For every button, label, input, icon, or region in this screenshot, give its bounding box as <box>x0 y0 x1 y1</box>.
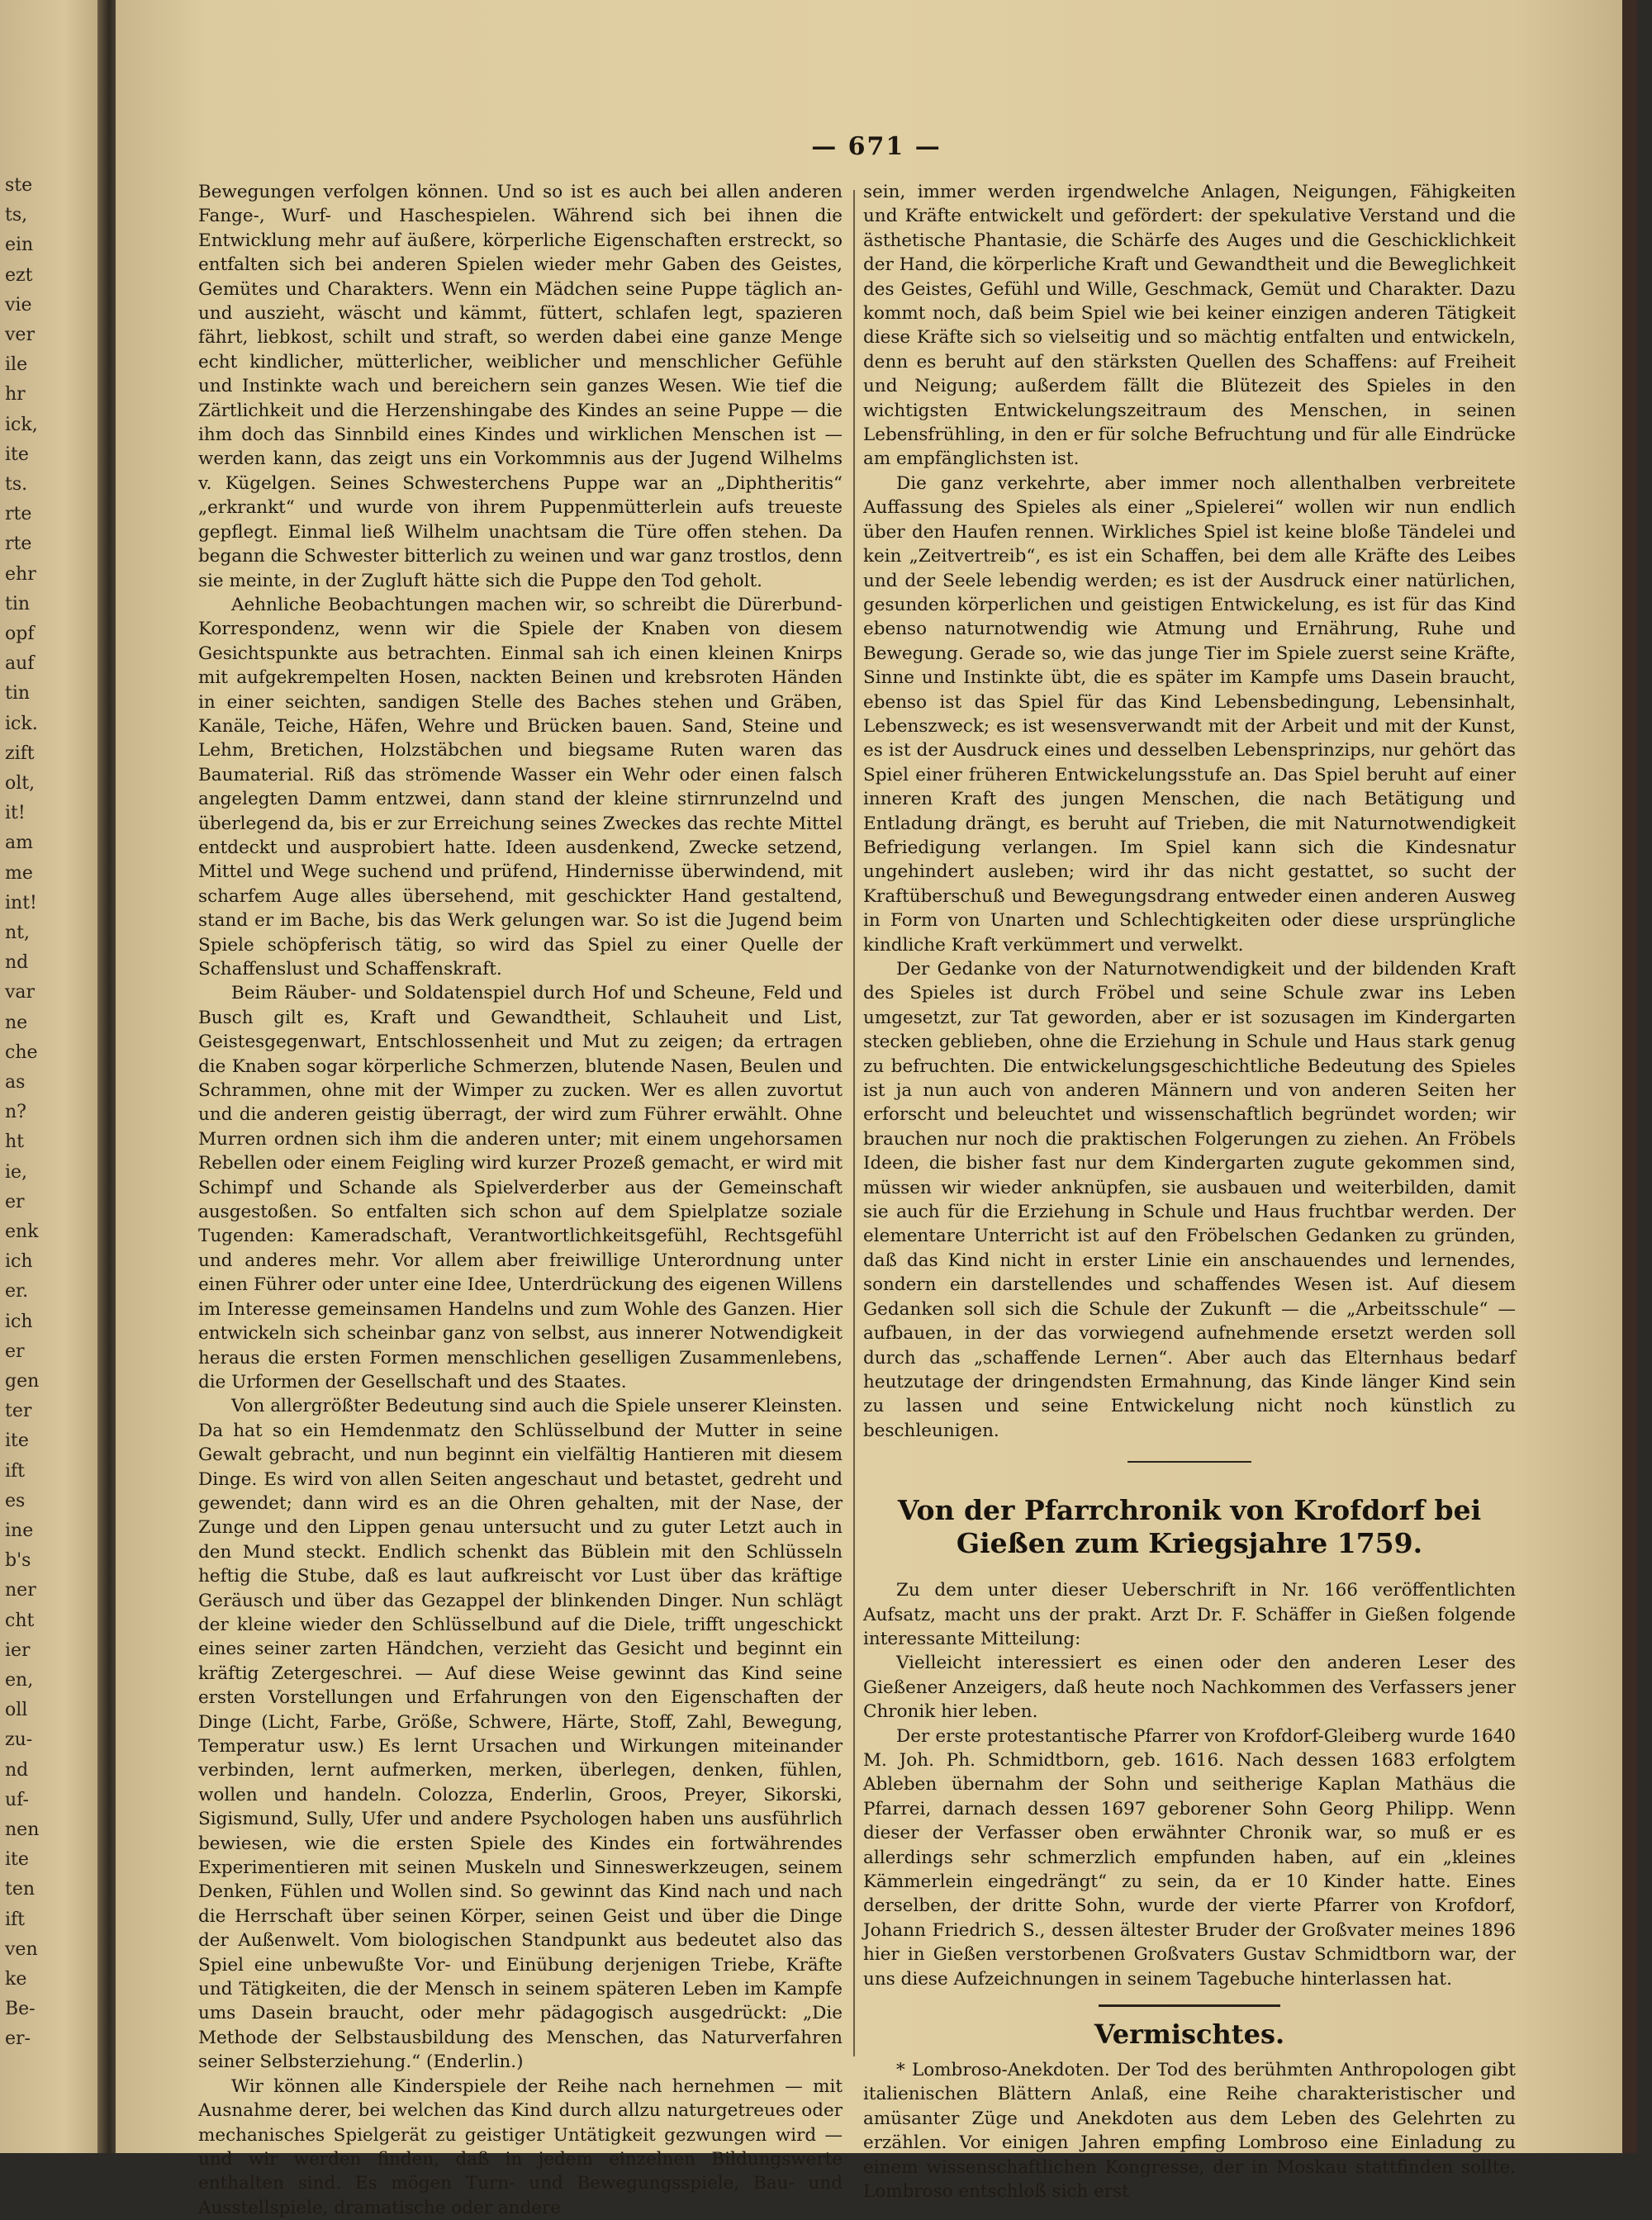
margin-fragment: ten <box>5 1879 36 1900</box>
margin-fragment: ts, <box>5 205 28 226</box>
vermischtes-paragraph: * Lombroso-Anekdoten. Der Tod des berühmten Anthropologen gibt italienischen Blättern Anlaß, eine Reihe charakteristischer und amüsanter Züge und Anekdoten aus dem Leben des Gelehrten zu erzählen. Vor einigen Jahren empfing Lombroso eine Einladung zu einem wissenschaftlichen Kongresse, der in Moskau stattfinden sollte. Lombroso entschloß sich erst <box>863 2060 1516 2203</box>
margin-fragment: ein <box>5 235 34 256</box>
margin-fragment: er <box>5 1191 25 1212</box>
margin-fragment: ile <box>5 354 28 376</box>
margin-fragment: ehr <box>5 563 36 585</box>
margin-fragment: ts. <box>5 474 28 495</box>
margin-fragment: var <box>5 982 36 1003</box>
article-paragraph: Der erste protestantische Pfarrer von Krofdorf-Gleiberg wurde 1640 M. Joh. Ph. Schmidtborn, geb. 1616. Nach dessen 1683 erfolgtem Ableben übernahm der Sohn und seitherige Kaplan Mathäus die Pfarrei, darnach dessen 1697 geborener Sohn Georg Philipp. Wenn dieser der Verfasser oben erwähnter Chronik war, so muß er es allerdings sehr schmerzlich empfunden haben, auf ein „kleines Kämmerlein eingedrängt“ zu sein, da er 10 Kinder hatte. Eines derselben, der dritte Sohn, wurde der vierte Pfarrer von Krofdorf, Johann Friedrich S., dessen ältester Bruder der Großvater meines 1896 hier in Gießen verstorbenen Großvaters Gustav Schmidtborn war, der uns diese Aufzeichnungen in seinem Tagebuche hinterlassen hat. <box>863 1725 1516 1990</box>
margin-fragment: ich <box>5 1311 33 1332</box>
margin-fragment: ezt <box>5 264 33 286</box>
margin-fragment: ke <box>5 1969 27 1990</box>
margin-fragment: er <box>5 1340 25 1362</box>
margin-fragment: enk <box>5 1221 39 1242</box>
margin-fragment: n? <box>5 1102 26 1123</box>
margin-fragment: rte <box>5 504 32 525</box>
book-edge <box>1622 0 1637 2153</box>
margin-fragment: ter <box>5 1401 32 1422</box>
margin-fragment: Be- <box>5 1999 36 2020</box>
paragraph: Beim Räuber- und Soldatenspiel durch Hof und Scheune, Feld und Busch gilt es, Kraft und Gewandtheit, Schlauheit und List, Geistesgegenwart, Entschlossenheit und Mut zu zeigen; da ertragen die Knaben sogar körperliche Schmerzen, blutende Nasen, Beulen und Schrammen, ohne mit der Wimper zu zucken. Wer es allen zuvortut und die anderen geistig überragt, der wird zum Führer erwählt. Ohne Murren ordnen sich ihm die anderen unter; mit einem ungehorsamen Rebellen oder einem Feigling wird kurzer Prozeß gemacht, er wird mit Schimpf und Schande als Spielverderber aus der Gemeinschaft ausgestoßen. So entfalten sich schon auf dem Spielplatze soziale Tugenden: Kameradschaft, Verantwortlichkeitsgefühl, Rechtsgefühl und anderes mehr. Vor allem aber freiwillige Unterordnung unter einen Führer oder unter eine Idee, Unterdrückung des eigenen Willens im Interesse gemeinsamen Handelns und zum Wohle des Ganzen. Hier entwickeln sich scheinbar ganz von selbst, aus innerer Notwendigkeit heraus die ersten Formen menschlichen geselligen Zusammenlebens, die Urformen der Gesellschaft und des Staates. <box>198 983 843 1392</box>
margin-fragment: ne <box>5 1012 28 1033</box>
margin-fragment: as <box>5 1072 26 1093</box>
margin-fragment: int! <box>5 892 37 913</box>
margin-fragment: gen <box>5 1371 40 1392</box>
margin-fragment: vie <box>5 294 32 315</box>
margin-fragment: ven <box>5 1938 38 1960</box>
paragraph: Aehnliche Beobachtungen machen wir, so schreibt die Dürerbund-Korrespondenz, wenn wir die Spiele der Knaben von diesem Gesichtspunkte aus betrachten. Einmal sah ich einen kleinen Knirps mit aufgekrempelten Hosen, nackten Beinen und krebsroten Händen in einer seichten, sandigen Stelle des Baches stehen und Gräben, Kanäle, Teiche, Häfen, Wehre und Brücken bauen. Sand, Steine und Lehm, Bretichen, Holzstäbchen und biegsame Ruten waren das Baumaterial. Riß das strömende Wasser ein Wehr oder einen falsch angelegten Damm entzwei, dann stand der kleine stirnrunzelnd und überlegend da, bis er zur Erreichung seines Zweckes das rechte Mittel entdeckt und ausprobiert hatte. Ideen ausdenkend, Zwecke setzend, Mittel und Wege suchend und prüfend, Hindernisse überwindend, mit scharfem Auge alles übersehend, mit geschickter Hand gestaltend, stand er im Bache, bis das Werk gelungen war. So ist die Jugend beim Spiele schöpferisch tätig, so wird das Spiel zu einer Quelle der Schaffenslust und Schaffenskraft. <box>198 594 843 980</box>
margin-fragment: ift <box>5 1460 26 1482</box>
paragraph: Wir können alle Kinderspiele der Reihe nach hernehmen — mit Ausnahme derer, bei welchen das Kind durch allzu naturgetreues oder mechanisches Spielgerät zu geistiger Untätigkeit gezwungen wird — und wir werden finden, daß in jedem einzelnen Bildungswerte enthalten sind. Es mögen Turn- und Bewegungsspiele, Bau- und Ausstellspiele, dramatische oder andere <box>198 2075 843 2218</box>
margin-fragment: nd <box>5 1759 29 1781</box>
margin-fragment: ich <box>5 1251 33 1273</box>
margin-fragment: cht <box>5 1610 35 1631</box>
paragraph: Bewegungen verfolgen können. Und so ist es auch bei allen anderen Fange-, Wurf- und Haschespielen. Während sich bei ihnen die Entwicklung mehr auf äußere, körperliche Eigenschaften erstreckt, so entfalten sich bei anderen Spielen wieder mehr Gaben des Geistes, Gemütes und Charakters. Wenn ein Mädchen seine Puppe täglich an- und auszieht, wäscht und kämmt, füttert, schlafen legt, spazieren fährt, liebkost, schilt und straft, so werden dabei eine ganze Menge echt kindlicher, mütterlicher, weiblicher und menschlicher Gefühle und Instinkte wach und bereichern sein ganzes Wesen. Wie tief die Zärtlichkeit und die Herzenshingabe des Kindes an seine Puppe — die ihm doch das Sinnbild eines Kindes und wirklichen Menschen ist — werden kann, das zeigt uns ein Vorkommnis aus der Jugend Wilhelms v. Kügelgen. Seines Schwesterchens Puppe war an „Diphtheritis“ „erkrankt“ und wurde von ihrem Puppenmütterlein aufs treueste gepflegt. Einmal ließ Wilhelm unachtsam die Türe offen stehen. Da begann die Schwester bitterlich zu weinen und war ganz trostlos, denn sie meinte, in der Zugluft hätte sich die Puppe den Tod geholt. <box>198 182 843 591</box>
margin-fragment: uf- <box>5 1789 29 1810</box>
margin-fragment: es <box>5 1490 26 1511</box>
margin-fragment: am <box>5 832 33 854</box>
margin-fragment: nt, <box>5 923 31 943</box>
margin-fragment: ite <box>5 1430 29 1452</box>
margin-fragment: ift <box>5 1909 26 1930</box>
margin-fragment: ste <box>5 175 33 196</box>
margin-fragment: olt, <box>5 773 36 794</box>
margin-fragment: tin <box>5 593 31 614</box>
page-number: — 671 — <box>811 132 942 161</box>
newspaper-page <box>116 0 1637 2218</box>
right-column <box>863 180 1516 2203</box>
margin-fragment: oll <box>5 1700 28 1721</box>
margin-fragment: me <box>5 862 33 884</box>
margin-fragment: tin <box>5 683 31 704</box>
article-paragraph: Zu dem unter dieser Ueberschrift in Nr. 166 veröffentlichten Aufsatz, macht uns der prakt. Arzt Dr. F. Schäffer in Gießen folgende interessante Mitteilung: <box>863 1580 1516 1649</box>
margin-fragment: ver <box>5 325 35 345</box>
margin-fragment: it! <box>5 803 26 824</box>
margin-fragment: zu- <box>5 1729 33 1751</box>
adjacent-page-margin <box>0 0 107 2153</box>
margin-fragment: rte <box>5 534 32 555</box>
margin-fragment: ie, <box>5 1161 28 1183</box>
margin-fragment: ner <box>5 1580 36 1601</box>
margin-fragment: nen <box>5 1819 40 1840</box>
paragraph: Die ganz verkehrte, aber immer noch allenthalben verbreitete Auffassung des Spieles als einer „Spielerei“ wollen wir nun endlich über den Haufen rennen. Wirkliches Spiel ist keine bloße Tändelei und kein „Zeitvertreib“, es ist ein Schaffen, bei dem alle Kräfte des Leibes und der Seele lebendig werden; es ist der Ausdruck einer natürlichen, gesunden körperlichen und geistigen Entwickelung, es ist für das Kind ebenso naturnotwendig wie Atmung und Ernährung, Ruhe und Bewegung. Gerade so, wie das junge Tier im Spiele zuerst seine Kräfte, Sinne und Instinkte übt, die es später im Kampfe ums Dasein braucht, ebenso ist das Spiel für das Kind Lebensbedingung, Lebensinhalt, Lebenszweck; es ist wesensverwandt mit der Arbeit und mit der Kunst, es ist der Ausdruck eines und desselben Lebensprinzips, nur gehört das Spiel einer früheren Entwickelungsstufe an. Das Spiel beruht auf einer inneren Kraft des jungen Menschen, die nach Betätigung und Entladung drängt, es beruht auf Trieben, die mit Naturnotwendigkeit Befriedigung verlangen. Im Spiel kann sich die Kindesnatur ungehindert ausleben; wird ihr das nicht gestattet, so sucht der Kraftüberschuß und Bewegungsdrang entweder einen anderen Ausweg in Form von Unarten und Schlechtigkeiten oder diese ursprüngliche kindliche Kraft verkümmert und verwelkt. <box>863 472 1516 956</box>
margin-fragment: opf <box>5 624 35 644</box>
margin-fragment: ite <box>5 444 29 465</box>
section-divider <box>1099 2004 1280 2007</box>
margin-fragment: ine <box>5 1520 34 1541</box>
margin-fragment: nd <box>5 952 29 974</box>
paragraph: Der Gedanke von der Naturnotwendigkeit und der bildenden Kraft des Spieles ist durch Fröbel und seine Schule zwar ins Leben umgesetzt, zur Tat geworden, aber er ist sozusagen im Kindergarten stecken geblieben, ohne die Erziehung in Schule und Haus stark genug zu befruchten. Die entwickelungsgeschichtliche Bedeutung des Spieles ist ja nun auch von anderen Männern und von anderen Seiten her erforscht und beleuchtet und wissenschaftlich begründet worden; wir brauchen nur noch die praktischen Folgerungen zu ziehen. An Fröbels Ideen, die bisher fast nur dem Kindergarten zugute gekommen sind, müssen wir wieder anknüpfen, sie ausbauen und weiterbilden, damit sie auch für die Erziehung in Schule und Haus fruchtbar werden. Der elementare Unterricht ist auf den Fröbelschen Gedanken zu gründen, daß das Kind nicht in erster Linie ein anschauendes und lernendes, sondern ein darstellendes und schaffendes Wesen ist. Auf diesem Gedanken soll sich die Schule der Zukunft — die „Arbeitsschule“ — aufbauen, in der das vorwiegend aufnehmende ersetzt werden soll durch das „schaffende Lernen“. Aber auch das Elternhaus bedarf heutzutage der dringendsten Ermahnung, das Kinde länger Kind sein zu lassen und seine Entwickelung nicht noch künstlich zu beschleunigen. <box>863 959 1516 1441</box>
margin-fragment: hr <box>5 384 26 406</box>
margin-fragment: ht <box>5 1131 25 1153</box>
margin-fragment: er. <box>5 1281 29 1302</box>
section-heading: Vermischtes. <box>1094 2018 1285 2051</box>
margin-fragment: che <box>5 1041 38 1063</box>
margin-fragment: ite <box>5 1849 29 1871</box>
margin-fragment: b's <box>5 1550 31 1572</box>
margin-fragment: ick. <box>5 713 38 734</box>
margin-fragment: er- <box>5 2028 31 2050</box>
margin-fragment: en, <box>5 1670 34 1691</box>
paragraph: sein, immer werden irgendwelche Anlagen, Neigungen, Fähigkeiten und Kräfte entwickelt und gefördert: der spekulative Verstand und die ästhetische Phantasie, die Schärfe des Auges und die Geschicklichkeit der Hand, die körperliche Kraft und Gewandtheit und die Beweglichkeit des Geistes, Gefühl und Wille, Geschmack, Gemüt und Charakter. Dazu kommt noch, daß beim Spiel wie bei keiner einzigen anderen Tätigkeit diese Kräfte sich so vielseitig und so mächtig entfalten und entwickeln, denn es beruht auf den stärksten Quellen des Schaffens: auf Freiheit und Neigung; außerdem fällt die Blütezeit des Spieles in den wichtigsten Entwickelungszeitraum des Menschen, in seinen Lebensfrühling, in den er für solche Befruchtung und für alle Eindrücke am empfänglichsten ist. <box>863 182 1516 470</box>
section-divider <box>1127 1461 1251 1463</box>
paragraph: Von allergrößter Bedeutung sind auch die Spiele unserer Kleinsten. Da hat so ein Hemdenmatz den Schlüsselbund der Mutter in seine Gewalt gebracht, und nun beginnt ein vielfältig Hantieren mit diesem Dinge. Es wird von allen Seiten angeschaut und betastet, gedreht und gewendet; dann wird es an die Ohren gehalten, mit der Nase, der Zunge und den Lippen genau untersucht und zu guter Letzt auch in den Mund steckt. Endlich schenkt das Büblein mit den Schlüsseln heftig die Stube, daß es laut aufkreischt vor Lust über das kräftige Geräusch und über das Gezappel der blinkenden Dinger. Nun schlägt der kleine wieder den Schlüsselbund auf die Diele, trifft ungeschickt eines seiner zarten Händchen, verzieht das Gesicht und beginnt ein kräftig Zetergeschrei. — Auf diese Weise gewinnt das Kind seine ersten Vorstellungen und Erfahrungen von den Eigenschaften der Dinge (Licht, Farbe, Größe, Schwere, Härte, Stoff, Zahl, Bewegung, Temperatur usw.) Es lernt Ursachen und Wirkungen miteinander verbinden, lernt aufmerken, merken, überlegen, denken, fühlen, wollen und handeln. Colozza, Enderlin, Groos, Preyer, Sikorski, Sigismund, Sully, Ufer und andere Psychologen haben uns ausführlich bewiesen, wie die ersten Spiele des Kindes ein fortwährendes Experimentieren mit seinen Muskeln und Sinneswerkzeugen, seinem Denken, Fühlen und Wollen sind. So gewinnt das Kind nach und nach die Herrschaft über seinen Körper, seinen Geist und über die Dinge der Außenwelt. Vom biologischen Standpunkt aus bedeutet also das Spiel eine unbewußte Vor- und Einübung derjenigen Triebe, Kräfte und Tätigkeiten, die der Mensch in seinem späteren Leben im Kampfe ums Dasein braucht, oder mehr pädagogisch ausgedrückt: „Die Methode der Selbstausbildung des Menschen, das Naturverfahren seiner Selbsterziehung.“ (Enderlin.) <box>198 1396 843 2073</box>
left-column <box>198 180 843 2220</box>
margin-fragment: auf <box>5 653 35 675</box>
article-paragraph: Vielleicht interessiert es einen oder den anderen Leser des Gießener Anzeigers, daß heute noch Nachkommen des Verfassers jener Chronik hier leben. <box>863 1653 1516 1723</box>
margin-fragment: ick, <box>5 414 38 435</box>
column-divider <box>853 190 855 2056</box>
margin-fragment: ier <box>5 1639 31 1661</box>
margin-fragment: zift <box>5 742 35 764</box>
article-heading: Von der Pfarrchronik von Krofdorf bei Gießen zum Kriegsjahre 1759. <box>897 1494 1482 1560</box>
